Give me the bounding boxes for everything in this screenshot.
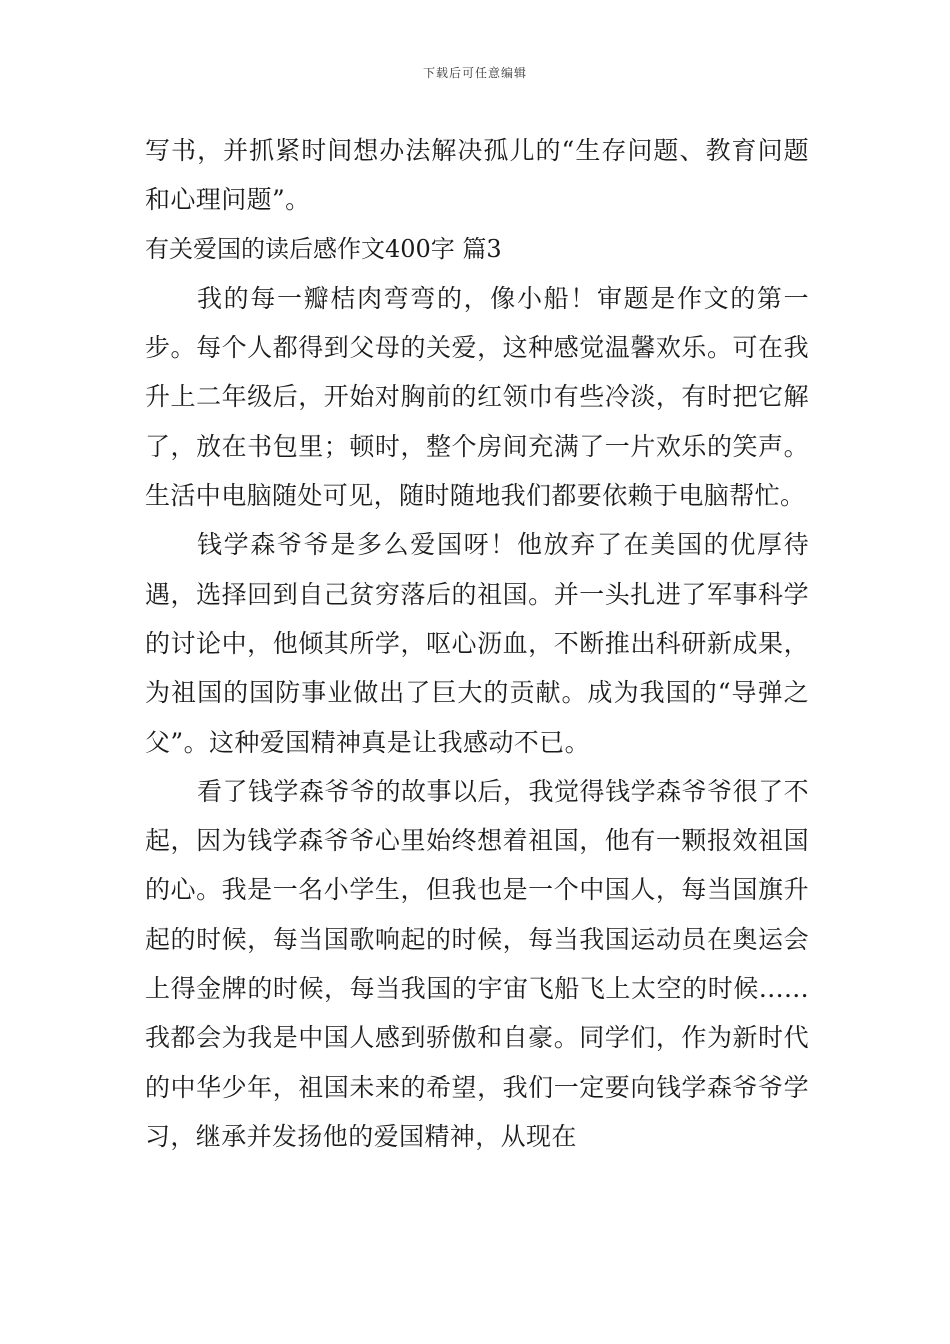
- paragraph-3: 看了钱学森爷爷的故事以后，我觉得钱学森爷爷很了不起，因为钱学森爷爷心里始终想着祖国，他有一颗报效祖国的心。我是一名小学生，但我也是一个中国人，每当国旗升起的时候，每当国歌响起的时候，每当我国运动员在奥运会上得金牌的时候，每当我国的宇宙飞船飞上太空的时候......我都会为我是中国人感到骄傲和自豪。同学们，作为新时代的中华少年，祖国未来的希望，我们一定要向钱学森爷爷学习，继承并发扬他的爱国精神，从现在: [145, 776, 809, 1151]
- section-heading: 有关爱国的读后感作文400字 篇3: [145, 234, 502, 263]
- paragraph-1: 我的每一瓣桔肉弯弯的，像小船！审题是作文的第一步。每个人都得到父母的关爱，这种感觉温馨欢乐。可在我升上二年级后，开始对胸前的红领巾有些冷淡，有时把它解了，放在书包里；顿时，整个房间充满了一片欢乐的笑声。生活中电脑随处可见，随时随地我们都要依赖于电脑帮忙。: [145, 283, 809, 511]
- paragraph-continuation: 写书，并抓紧时间想办法解决孤儿的“生存问题、教育问题和心理问题”。: [145, 136, 809, 215]
- document-body: [145, 126, 809, 1161]
- page-header: 下载后可任意编辑: [422, 66, 527, 80]
- paragraph-2: 钱学森爷爷是多么爱国呀！他放弃了在美国的优厚待遇，选择回到自己贫穷落后的祖国。并一头扎进了军事科学的讨论中，他倾其所学，呕心沥血，不断推出科研新成果，为祖国的国防事业做出了巨大的贡献。成为我国的“导弹之父”。这种爱国精神真是让我感动不已。: [145, 530, 809, 757]
